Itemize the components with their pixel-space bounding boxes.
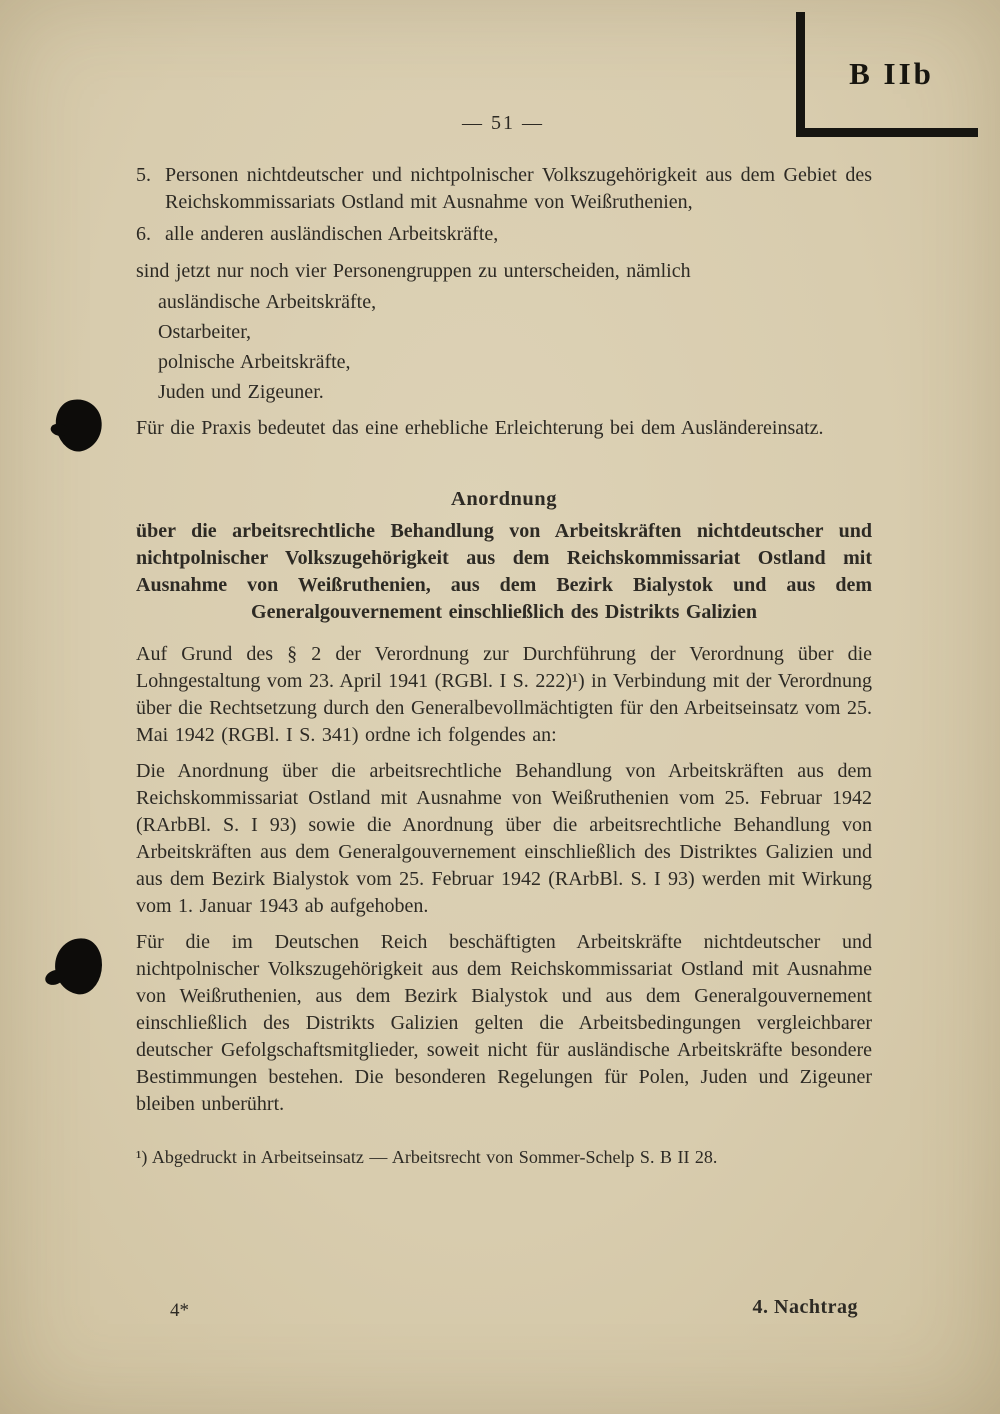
footnote: ¹) Abgedruckt in Arbeitseinsatz — Arbeitsrecht von Sommer-Schelp S. B II 28. xyxy=(136,1147,718,1167)
punch-hole-top xyxy=(50,394,107,456)
item-text: alle anderen ausländischen Arbeitskräfte, xyxy=(165,223,499,245)
decree-paragraph-2: Die Anordnung über die arbeitsrechtliche Behandlung von Arbeitskräften aus dem Reichskommissariat Ostland mit Ausnahme von Weißruthenien vom 25. Februar 1942 (RArbBl. S. I 93) sowie die Anordnung über die arbeitsrechtliche Behandlung von Arbeitskräften aus dem Generalgouvernement einschließlich des Distriktes Galizien und aus dem Bezirk Bialystok vom 25. Februar 1942 (RArbBl. S. I 93) werden mit Wirkung vom 1. Januar 1943 ab aufgehoben. xyxy=(136,760,872,917)
decree-paragraph-3: Für die im Deutschen Reich beschäftigten Arbeitskräfte nichtdeutscher und nichtpolnischer Volkszugehörigkeit aus dem Reichskommissariat Ostland mit Ausnahme von Weißruthenien, aus dem Bezirk Bialystok und aus dem Generalgouvernement einschließlich des Distrikts Galizien gelten die Arbeitsbedingungen vergleichbarer deutscher Gefolgschaftsmitglieder, soweit nicht für ausländische Arbeitskräfte besondere Bestimmungen bestehen. Die besonderen Regelungen für Polen, Juden und Zigeuner bleiben unberührt. xyxy=(136,931,872,1115)
decree-subtitle: über die arbeitsrechtliche Behandlung von Arbeitskräften nichtdeutscher und nichtpolnischer Volkszugehörigkeit aus dem Reichskommissariat Ostland mit Ausnahme von Weißruthenien, aus dem Bezirk Bialystok und aus dem Generalgouvernement einschließlich des Distrikts Galizien xyxy=(136,520,872,623)
summary-conclusion: Für die Praxis bedeutet das eine erhebliche Erleichterung bei dem Ausländereinsatz. xyxy=(136,417,824,439)
group-list xyxy=(158,287,872,407)
decree-paragraph-1: Auf Grund des § 2 der Verordnung zur Durchführung der Verordnung über die Lohngestaltung vom 23. April 1941 (RGBl. I S. 222)¹) in Verbindung mit der Verordnung über die Rechtsetzung durch den Generalbevollmächtigten für den Arbeitseinsatz vom 25. Mai 1942 (RGBl. I S. 341) ordne ich folgendes an: xyxy=(136,643,872,746)
numbered-item-5 xyxy=(136,162,872,216)
item-number: 6. xyxy=(136,223,151,245)
summary-lead: sind jetzt nur noch vier Personengruppen zu unterscheiden, nämlich xyxy=(136,260,691,282)
item-text: Personen nichtdeutscher und nichtpolnischer Volkszugehörigkeit aus dem Gebiet des Reichskommissariats Ostland mit Ausnahme von Weißruthenien, xyxy=(165,164,872,213)
document-body xyxy=(136,162,872,1171)
group-item: ausländische Arbeitskräfte, xyxy=(158,291,377,313)
page-number: — 51 — xyxy=(462,112,544,134)
group-item: polnische Arbeitskräfte, xyxy=(158,351,351,373)
punch-hole-bottom xyxy=(51,935,106,998)
decree-title: Anordnung xyxy=(451,488,557,510)
group-item: Ostarbeiter, xyxy=(158,321,252,343)
section-label: B IIb xyxy=(849,56,934,91)
group-item: Juden und Zigeuner. xyxy=(158,381,324,403)
item-number: 5. xyxy=(136,164,151,186)
numbered-item-6 xyxy=(136,221,872,248)
supplement-label: 4. Nachtrag xyxy=(752,1296,858,1318)
signature-mark: 4* xyxy=(170,1300,189,1321)
